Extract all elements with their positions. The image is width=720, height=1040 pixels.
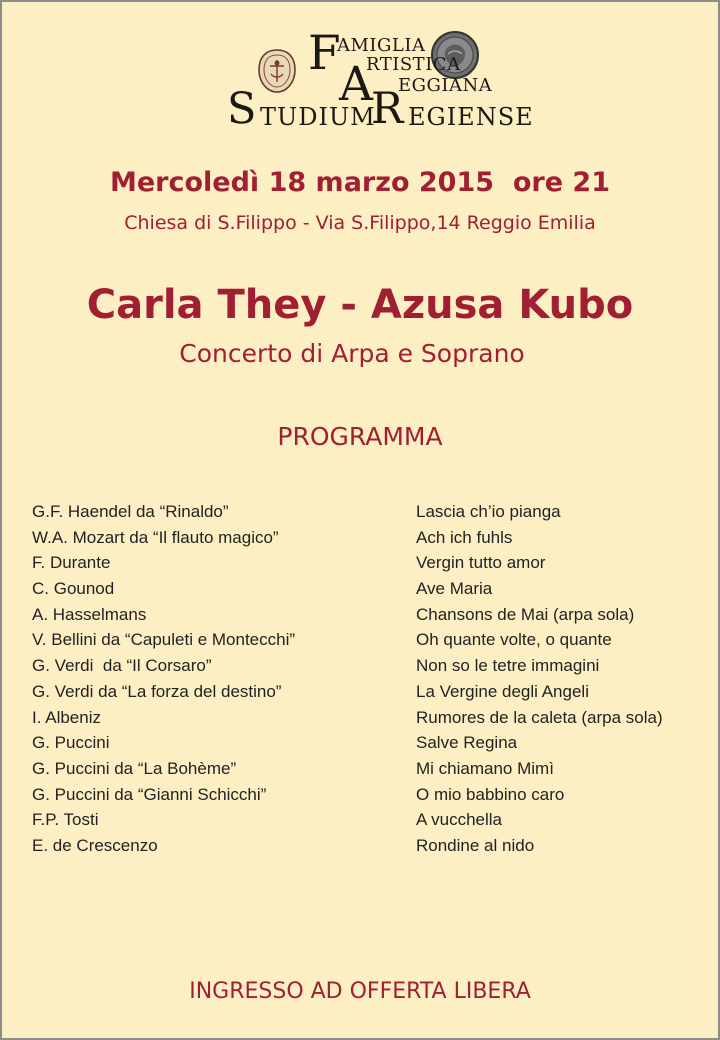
program-row <box>32 807 712 833</box>
performers-title: Carla They - Azusa Kubo <box>86 282 634 328</box>
composer-name: E. de Crescenzo <box>32 835 158 855</box>
piece-title: Vergin tutto amor <box>416 553 546 573</box>
composer-name: G. Puccini da “La Bohème” <box>32 758 237 778</box>
piece-title: Chansons de Mai (arpa sola) <box>416 604 635 624</box>
logo-initial-r: R <box>371 84 404 134</box>
piece-title: Ave Maria <box>416 579 493 599</box>
piece-title: Mi chiamano Mimì <box>416 758 554 778</box>
logo-word-eggiana: EGGIANA <box>398 75 493 96</box>
composer-name: G.F. Haendel da “Rinaldo” <box>32 502 229 521</box>
concert-subtitle: Concerto di Arpa e Soprano <box>179 339 525 368</box>
composer-name: A. Hasselmans <box>32 604 147 624</box>
program-row <box>32 576 712 602</box>
piece-title: Rondine al nido <box>416 835 535 855</box>
program-row <box>32 756 712 782</box>
composer-name: F. Durante <box>32 553 111 573</box>
association-logo <box>227 26 534 134</box>
event-date-time: Mercoledì 18 marzo 2015 ore 21 <box>109 167 610 198</box>
piece-title: Non so le tetre immagini <box>416 656 600 676</box>
composer-name: V. Bellini da “Capuleti e Montecchi” <box>32 630 296 650</box>
seal-icon <box>257 48 297 94</box>
program-row <box>32 499 712 525</box>
piece-title: Ach ich fuhls <box>416 527 513 547</box>
composer-name: C. Gounod <box>32 579 115 599</box>
composer-name: F.P. Tosti <box>32 810 99 830</box>
logo-word-tudium: TUDIUM <box>260 103 376 131</box>
logo-initial-s: S <box>227 84 257 134</box>
logo-initial-f: F <box>308 26 341 81</box>
piece-title: Salve Regina <box>416 733 518 753</box>
program-row <box>32 627 712 653</box>
piece-title: La Vergine degli Angeli <box>416 681 589 701</box>
program-row <box>32 705 712 731</box>
logo-word-rtistica: RTISTICA <box>366 54 461 75</box>
composer-name: G. Puccini <box>32 733 110 753</box>
composer-name: W.A. Mozart da “Il flauto magico” <box>32 527 279 547</box>
piece-title: A vucchella <box>416 810 502 830</box>
logo-word-egiense: EGIENSE <box>408 103 534 131</box>
piece-title: Rumores de la caleta (arpa sola) <box>416 707 663 727</box>
composer-name: G. Puccini da “Gianni Schicchi” <box>32 784 267 804</box>
program-list <box>32 499 712 859</box>
program-row <box>32 653 712 679</box>
program-row <box>32 525 712 551</box>
program-row <box>32 833 712 859</box>
program-row <box>32 602 712 628</box>
program-row <box>32 730 712 756</box>
event-venue: Chiesa di S.Filippo - Via S.Filippo,14 Reggio Emilia <box>124 212 596 234</box>
composer-name: G. Verdi da “La forza del destino” <box>32 681 282 701</box>
composer-name: I. Albeniz <box>32 707 101 727</box>
admission-note: INGRESSO AD OFFERTA LIBERA <box>189 979 531 1004</box>
program-heading: PROGRAMMA <box>277 422 443 451</box>
piece-title: O mio babbino caro <box>416 784 565 804</box>
logo-word-amiglia: AMIGLIA <box>337 35 426 56</box>
piece-title: Lascia ch’io pianga <box>416 502 561 521</box>
program-row <box>32 782 712 808</box>
composer-name: G. Verdi da “Il Corsaro” <box>32 656 212 676</box>
logo-initial-a: A <box>339 57 373 112</box>
piece-title: Oh quante volte, o quante <box>416 630 612 650</box>
program-row <box>32 679 712 705</box>
program-row <box>32 550 712 576</box>
